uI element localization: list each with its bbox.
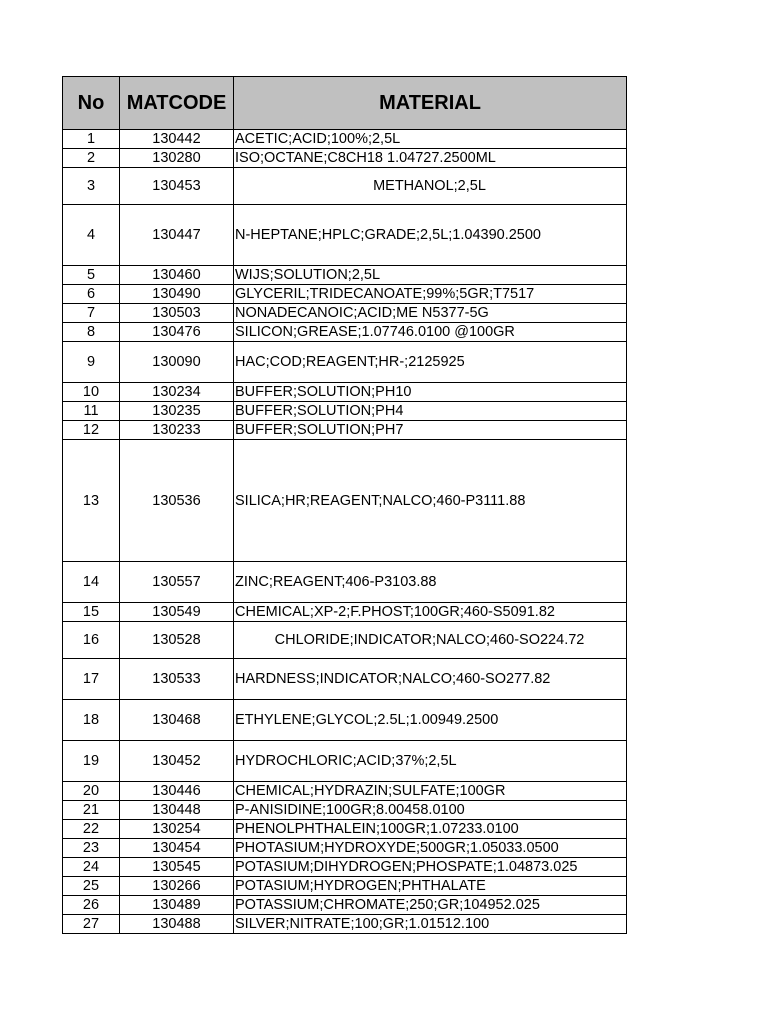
row-material: POTASIUM;DIHYDROGEN;PHOSPATE;1.04873.025 — [234, 858, 627, 877]
row-no: 14 — [63, 562, 120, 603]
row-no: 27 — [63, 915, 120, 934]
table-row — [63, 168, 627, 205]
table-row — [63, 285, 627, 304]
table-row — [63, 205, 627, 266]
row-no: 21 — [63, 801, 120, 820]
row-material: CHEMICAL;HYDRAZIN;SULFATE;100GR — [234, 782, 627, 801]
row-material: P-ANISIDINE;100GR;8.00458.0100 — [234, 801, 627, 820]
header-no: No — [63, 77, 120, 130]
row-material: POTASSIUM;CHROMATE;250;GR;104952.025 — [234, 896, 627, 915]
row-no: 18 — [63, 700, 120, 741]
row-matcode: 130536 — [120, 440, 234, 562]
table-row — [63, 421, 627, 440]
table-row — [63, 700, 627, 741]
row-matcode: 130234 — [120, 383, 234, 402]
table-row — [63, 741, 627, 782]
row-no: 17 — [63, 659, 120, 700]
row-no: 25 — [63, 877, 120, 896]
row-matcode: 130448 — [120, 801, 234, 820]
row-no: 4 — [63, 205, 120, 266]
row-no: 24 — [63, 858, 120, 877]
row-matcode: 130476 — [120, 323, 234, 342]
row-matcode: 130454 — [120, 839, 234, 858]
row-matcode: 130090 — [120, 342, 234, 383]
row-material: PHENOLPHTHALEIN;100GR;1.07233.0100 — [234, 820, 627, 839]
header-matcode: MATCODE — [120, 77, 234, 130]
row-matcode: 130549 — [120, 603, 234, 622]
row-no: 2 — [63, 149, 120, 168]
table-body — [63, 130, 627, 934]
row-material: BUFFER;SOLUTION;PH4 — [234, 402, 627, 421]
row-material: WIJS;SOLUTION;2,5L — [234, 266, 627, 285]
row-matcode: 130533 — [120, 659, 234, 700]
row-no: 13 — [63, 440, 120, 562]
row-material: BUFFER;SOLUTION;PH7 — [234, 421, 627, 440]
row-matcode: 130266 — [120, 877, 234, 896]
row-no: 11 — [63, 402, 120, 421]
row-matcode: 130254 — [120, 820, 234, 839]
row-matcode: 130233 — [120, 421, 234, 440]
table-row — [63, 820, 627, 839]
table-row — [63, 659, 627, 700]
row-material: METHANOL;2,5L — [234, 168, 627, 205]
table-row — [63, 782, 627, 801]
row-no: 16 — [63, 622, 120, 659]
row-no: 12 — [63, 421, 120, 440]
table-row — [63, 801, 627, 820]
table-row — [63, 383, 627, 402]
row-matcode: 130545 — [120, 858, 234, 877]
row-matcode: 130528 — [120, 622, 234, 659]
row-material: ZINC;REAGENT;406-P3103.88 — [234, 562, 627, 603]
row-matcode: 130447 — [120, 205, 234, 266]
row-material: CHLORIDE;INDICATOR;NALCO;460-SO224.72 — [234, 622, 627, 659]
header-row — [63, 77, 627, 130]
row-material: ISO;OCTANE;C8CH18 1.04727.2500ML — [234, 149, 627, 168]
row-matcode: 130468 — [120, 700, 234, 741]
row-matcode: 130557 — [120, 562, 234, 603]
row-material: NONADECANOIC;ACID;ME N5377-5G — [234, 304, 627, 323]
row-matcode: 130442 — [120, 130, 234, 149]
table-row — [63, 342, 627, 383]
row-no: 8 — [63, 323, 120, 342]
row-no: 5 — [63, 266, 120, 285]
row-matcode: 130488 — [120, 915, 234, 934]
table-row — [63, 440, 627, 562]
table-row — [63, 622, 627, 659]
row-no: 7 — [63, 304, 120, 323]
row-material: N-HEPTANE;HPLC;GRADE;2,5L;1.04390.2500 — [234, 205, 627, 266]
table-row — [63, 839, 627, 858]
table-row — [63, 562, 627, 603]
row-no: 19 — [63, 741, 120, 782]
row-no: 22 — [63, 820, 120, 839]
row-no: 3 — [63, 168, 120, 205]
row-material: SILVER;NITRATE;100;GR;1.01512.100 — [234, 915, 627, 934]
header-material: MATERIAL — [234, 77, 627, 130]
table-row — [63, 323, 627, 342]
material-table — [62, 76, 627, 934]
row-material: POTASIUM;HYDROGEN;PHTHALATE — [234, 877, 627, 896]
row-material: HARDNESS;INDICATOR;NALCO;460-SO277.82 — [234, 659, 627, 700]
row-matcode: 130503 — [120, 304, 234, 323]
table-row — [63, 304, 627, 323]
row-material: SILICA;HR;REAGENT;NALCO;460-P3111.88 — [234, 440, 627, 562]
row-material: CHEMICAL;XP-2;F.PHOST;100GR;460-S5091.82 — [234, 603, 627, 622]
table-row — [63, 858, 627, 877]
table-row — [63, 896, 627, 915]
row-material: ACETIC;ACID;100%;2,5L — [234, 130, 627, 149]
row-no: 6 — [63, 285, 120, 304]
row-material: GLYCERIL;TRIDECANOATE;99%;5GR;T7517 — [234, 285, 627, 304]
table-row — [63, 130, 627, 149]
row-matcode: 130453 — [120, 168, 234, 205]
row-matcode: 130280 — [120, 149, 234, 168]
row-no: 15 — [63, 603, 120, 622]
row-matcode: 130235 — [120, 402, 234, 421]
table-row — [63, 915, 627, 934]
row-material: BUFFER;SOLUTION;PH10 — [234, 383, 627, 402]
row-material: ETHYLENE;GLYCOL;2.5L;1.00949.2500 — [234, 700, 627, 741]
row-no: 10 — [63, 383, 120, 402]
row-matcode: 130460 — [120, 266, 234, 285]
table-row — [63, 402, 627, 421]
table-row — [63, 149, 627, 168]
row-material: SILICON;GREASE;1.07746.0100 @100GR — [234, 323, 627, 342]
row-matcode: 130490 — [120, 285, 234, 304]
row-matcode: 130489 — [120, 896, 234, 915]
row-material: HYDROCHLORIC;ACID;37%;2,5L — [234, 741, 627, 782]
row-material: PHOTASIUM;HYDROXYDE;500GR;1.05033.0500 — [234, 839, 627, 858]
row-matcode: 130452 — [120, 741, 234, 782]
row-no: 20 — [63, 782, 120, 801]
row-no: 1 — [63, 130, 120, 149]
row-matcode: 130446 — [120, 782, 234, 801]
row-no: 23 — [63, 839, 120, 858]
table-row — [63, 603, 627, 622]
row-no: 9 — [63, 342, 120, 383]
table-row — [63, 266, 627, 285]
row-material: HAC;COD;REAGENT;HR-;2125925 — [234, 342, 627, 383]
row-no: 26 — [63, 896, 120, 915]
table-row — [63, 877, 627, 896]
